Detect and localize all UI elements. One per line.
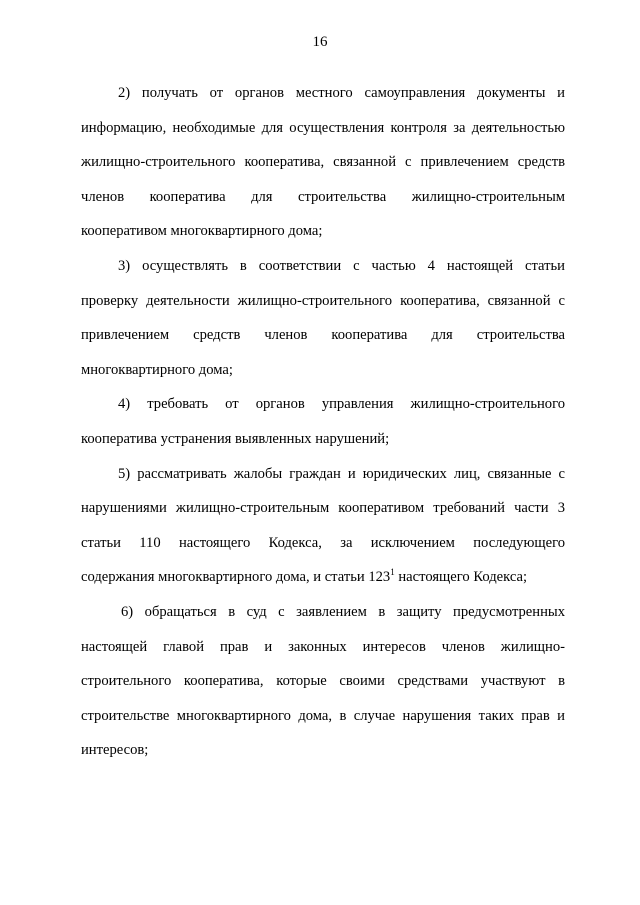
text-line: членов кооператива для строительства жилищно-строительным bbox=[81, 188, 565, 205]
text-line: информацию, необходимые для осуществления контроля за деятельностью bbox=[81, 119, 565, 136]
paragraph-item-3 bbox=[81, 249, 565, 387]
text-segment: настоящего Кодекса; bbox=[394, 569, 528, 586]
text-line: 4) требовать от органов управления жилищно-строительного bbox=[118, 396, 565, 413]
text-line: статьи 110 настоящего Кодекса, за исключением последующего bbox=[81, 534, 565, 551]
paragraph-item-5 bbox=[81, 457, 565, 595]
page-number: 16 bbox=[312, 34, 328, 50]
paragraph-item-2 bbox=[81, 76, 565, 249]
paragraph-item-4 bbox=[81, 387, 565, 456]
document-body bbox=[81, 76, 565, 768]
text-line: привлечением средств членов кооператива для строительства bbox=[81, 327, 565, 344]
text-line: нарушениями жилищно-строительным кооперативом требований части 3 bbox=[81, 500, 565, 517]
text-line: 5) рассматривать жалобы граждан и юридических лиц, связанные с bbox=[118, 465, 565, 482]
superscript-marker: 1 bbox=[390, 567, 395, 578]
text-line: строительного кооператива, которые своими средствами участвуют в bbox=[81, 673, 565, 690]
text-line: жилищно-строительного кооператива, связанной с привлечением средств bbox=[81, 154, 565, 171]
text-line: кооперативом многоквартирного дома; bbox=[81, 223, 323, 240]
text-line: 3) осуществлять в соответствии с частью 4 настоящей статьи bbox=[118, 257, 565, 274]
text-line: проверку деятельности жилищно-строительного кооператива, связанной с bbox=[81, 292, 565, 309]
paragraph-item-6 bbox=[81, 595, 565, 768]
text-line bbox=[81, 560, 565, 595]
text-line: кооператива устранения выявленных нарушений; bbox=[81, 430, 390, 447]
text-line: 2) получать от органов местного самоуправления документы и bbox=[118, 85, 565, 101]
text-line: 6) обращаться в суд с заявлением в защиту предусмотренных bbox=[121, 603, 565, 620]
text-line: интересов; bbox=[81, 742, 149, 759]
text-line: строительстве многоквартирного дома, в случае нарушения таких прав и bbox=[81, 707, 565, 724]
text-line: многоквартирного дома; bbox=[81, 361, 233, 378]
text-line: настоящей главой прав и законных интересов членов жилищно- bbox=[81, 638, 565, 655]
text-segment: содержания многоквартирного дома, и статьи 123 bbox=[81, 569, 391, 586]
